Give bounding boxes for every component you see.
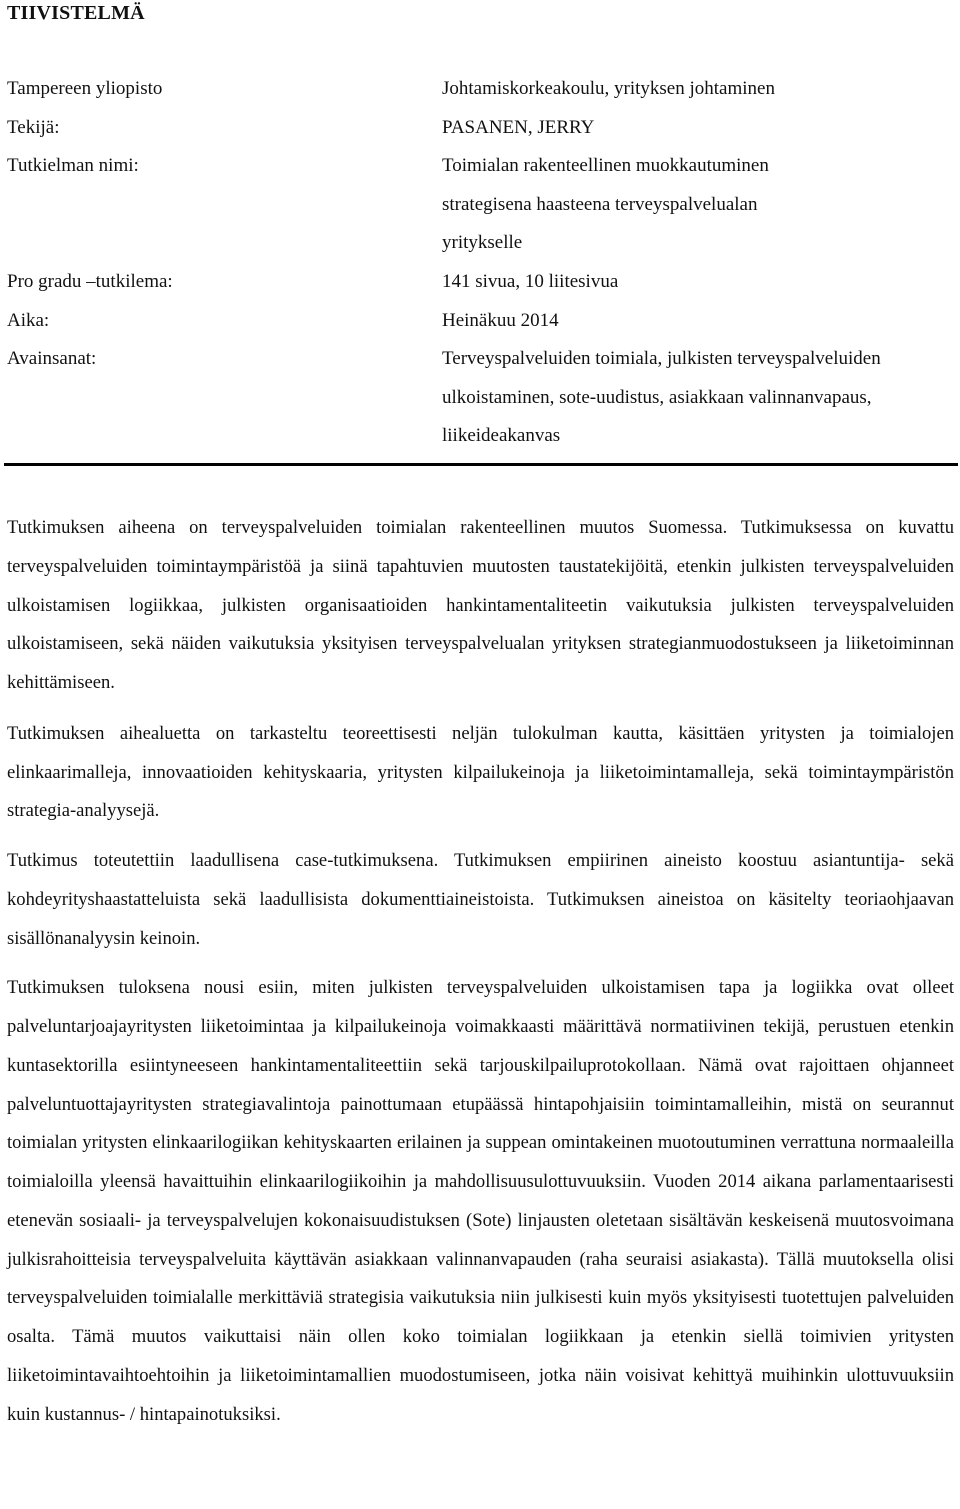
abstract-paragraph: Tutkimuksen aiheena on terveyspalveluiden toimialan rakenteellinen muutos Suomessa. Tutkimuksessa on kuvattu terveyspalveluiden toimintaympäristöä ja siinä tapahtuvien muutosten taustatekijöitä, etenkin julkisten terveyspalveluiden ulkoistamisen logiikkaa, julkisten organisaatioiden hankintamentaliteetin vaikutuksia julkisten terveyspalveluiden ulkoistamiseen, sekä näiden vaikutuksia yksityisen terveyspalvelualan yrityksen strategianmuodostukseen ja liiketoiminnan kehittämiseen. [7, 517, 954, 693]
abstract-paragraph: Tutkimuksen tuloksena nousi esiin, miten julkisten terveyspalveluiden ulkoistamisen tapa ja logiikka ovat olleet palveluntarjoajayritysten liiketoimintaa ja kilpailukeinoja voimakkaasti määrittävä normatiivinen tekijä, perustuen etenkin kuntasektorilla esiintyneeseen hankintamentaliteettiin sekä tarjouskilpailuprotokollaan. Nämä ovat rajoittaen ohjanneet palveluntuottajayritysten strategiavalintoja painottumaan etupäässä hintapohjaisiin toimintamalleihin, mistä on seurannut toimialan yritysten elinkaarilogiikan kehityskaarten erilainen ja suppean omintakeinen muotoutuminen verrattuna normaaleilla toimialoilla yleensä havaittuihin elinkaarilogiikoihin ja mahdollisuusulottuvuuksiin. Vuoden 2014 aikana parlamentaarisesti etenevän sosiaali- ja terveyspalvelujen kokonaisuudistuksen (Sote) linjausten oletetaan sisältävän keskeisenä muutosvoimana julkisrahoitteisia terveyspalveluita käyttävän asiakkaan valinnanvapauden (raha seuraisi asiakasta). Tällä muutoksella olisi terveyspalveluiden toimialalle merkittäviä strategisia vaikutuksia niin julkisesti kuin myös yksityisesti tuotettujen palveluiden osalta. Tämä muutos vaikuttaisi näin ollen koko toimialan logiikkaan ja etenkin siellä toimivien yritysten liiketoimintavaihtoehtoihin ja liiketoimintamallien muodostumiseen, jotka näin voisivat kehittyä muihinkin ulottuvuuksiin kuin kustannus- / hintapainotuksiksi. [7, 977, 954, 1425]
meta-row-keywords [0, 340, 960, 456]
meta-label: Avainsanat: [7, 348, 97, 370]
meta-row-university [0, 70, 960, 109]
meta-value: Toimialan rakenteellinen muokkautuminen strategisena haasteena terveyspalvelualan yritykselle [442, 155, 769, 254]
meta-label: Pro gradu –tutkilema: [7, 270, 173, 292]
abstract-paragraph: Tutkimus toteutettiin laadullisena case-tutkimuksena. Tutkimuksen empiirinen aineisto koostuu asiantuntija- sekä kohdeyrityshaastatteluista sekä laadullisista dokumenttiaineistoista. Tutkimuksen aineistoa on käsitelty teoriaohjaavan sisällönanalyysin keinoin. [7, 850, 954, 949]
meta-row-author [0, 109, 960, 148]
meta-label: Tekijä: [7, 116, 60, 138]
meta-value: Johtamiskorkeakoulu, yrityksen johtaminen [442, 78, 775, 99]
meta-label: Tampereen yliopisto [7, 78, 163, 99]
abstract-paragraph: Tutkimuksen aihealuetta on tarkasteltu teoreettisesti neljän tulokulman kautta, käsittäen yritysten ja toimialojen elinkaarimalleja, innovaatioiden kehityskaaria, yritysten kilpailukeinoja ja liiketoimintamalleja, sekä toimintaympäristön strategia-analyysejä. [7, 722, 954, 822]
meta-label: Aika: [7, 309, 50, 331]
metadata-table [0, 70, 960, 456]
abstract-body [7, 509, 954, 1446]
meta-row-date [0, 302, 960, 341]
meta-value: Heinäkuu 2014 [442, 309, 559, 331]
meta-value: PASANEN, JERRY [442, 116, 595, 138]
divider-rule [4, 463, 958, 466]
meta-row-title [0, 147, 960, 263]
meta-label: Tutkielman nimi: [7, 155, 139, 177]
page-heading: TIIVISTELMÄ [7, 2, 145, 24]
meta-value: 141 sivua, 10 liitesivua [442, 270, 619, 292]
meta-row-pages [0, 263, 960, 302]
meta-value: Terveyspalveluiden toimiala, julkisten terveyspalveluiden ulkoistaminen, sote-uudistus, asiakkaan valinnanvapaus, liikeideakanvas [442, 348, 881, 447]
